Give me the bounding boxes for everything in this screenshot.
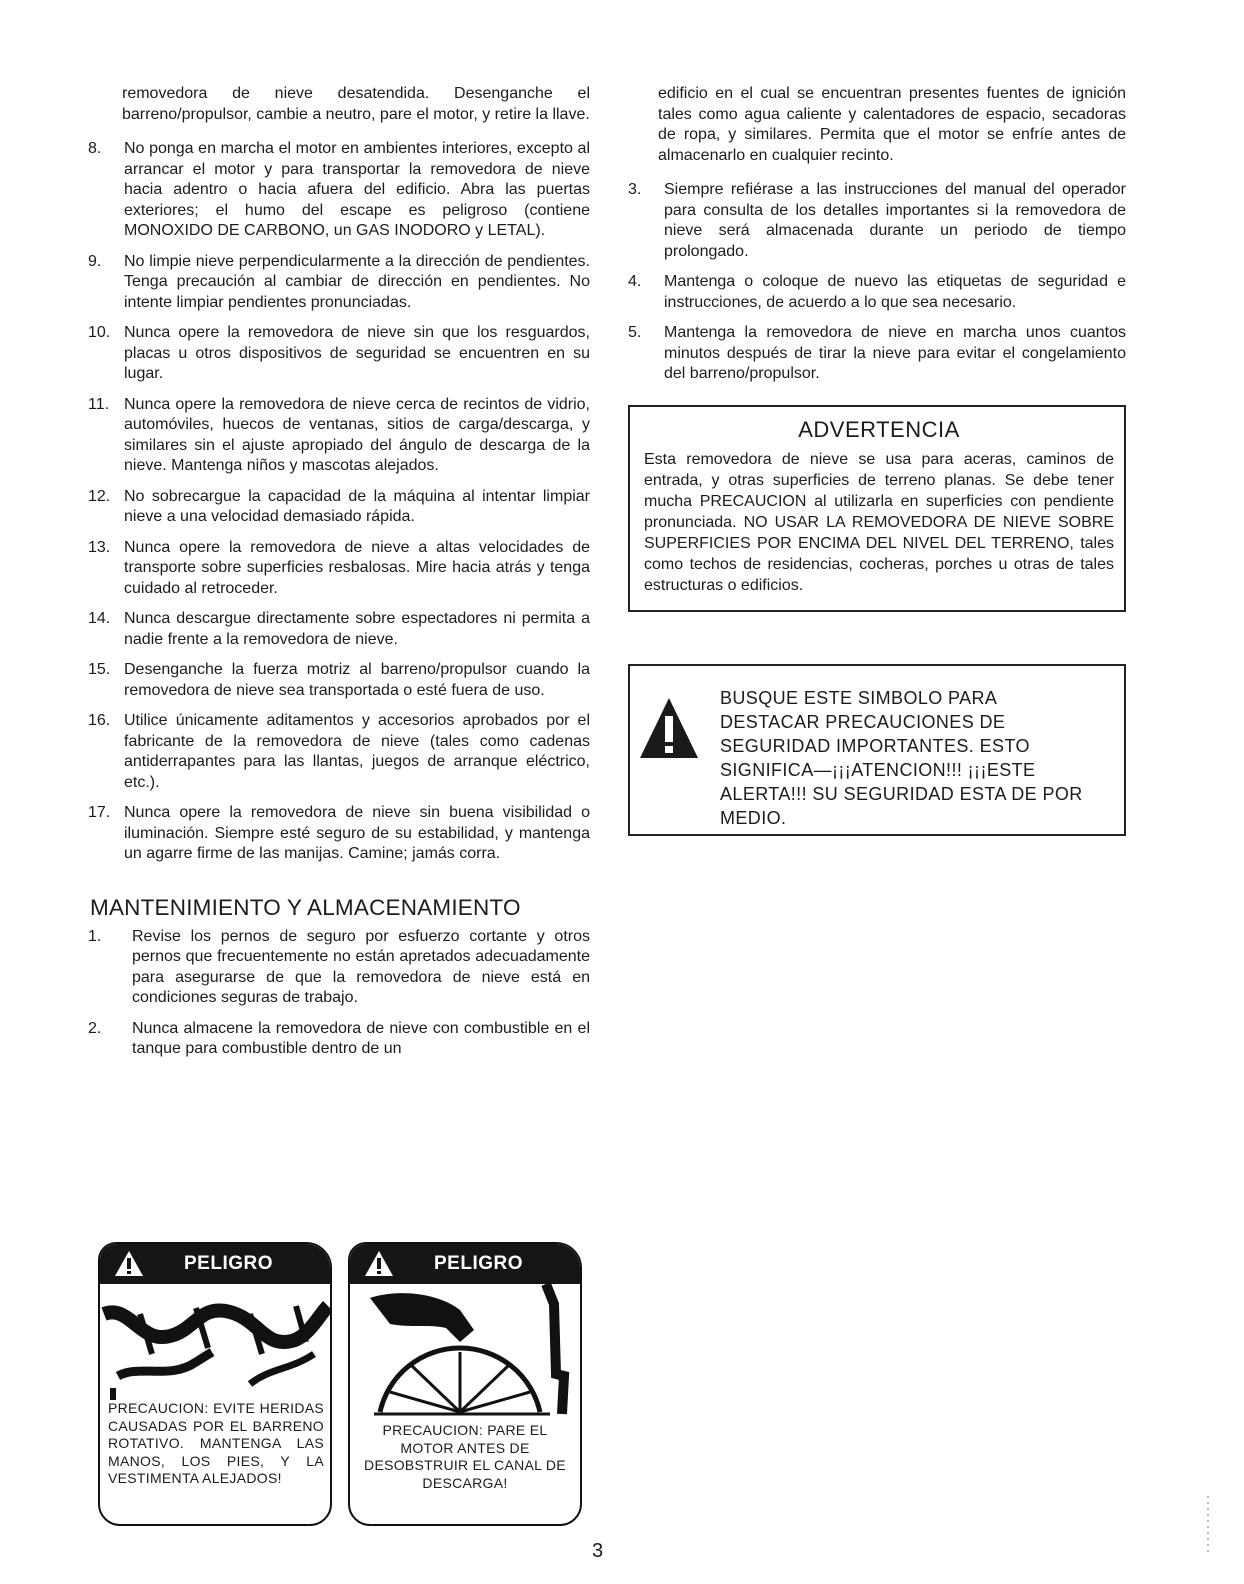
page-number: 3 <box>592 1540 604 1562</box>
warning-triangle-icon <box>364 1250 394 1282</box>
decal-caption: PRECAUCION: PARE EL MOTOR ANTES DE DESOBSTRUIR EL CANAL DE DESCARGA! <box>364 1422 566 1491</box>
list-item <box>628 272 1126 313</box>
list-item <box>88 487 590 528</box>
item-number: 15. <box>88 661 111 678</box>
list-item <box>88 538 590 600</box>
warning-box <box>628 405 1126 612</box>
item-text: Desenganche la fuerza motriz al barreno/propulsor cuando la removedora de nieve sea transportada o esté fuera de uso. <box>124 661 590 699</box>
item-text: Nunca opere la removedora de nieve cerca de recintos de vidrio, automóviles, huecos de ventanas, sitios de carga/descarga, y similares sin el ajuste apropiado del ángulo de descarga de la nieve. Mantenga niños y mascotas alejados. <box>124 395 590 474</box>
list-item <box>88 660 590 701</box>
danger-decal-auger <box>98 1242 332 1526</box>
item-text: Nunca opere la removedora de nieve sin buena visibilidad o iluminación. Siempre esté seguro de su estabilidad, y mantenga un agarre firme de las manijas. Camine; jamás corra. <box>124 804 590 862</box>
item-text: Siempre refiérase a las instrucciones del manual del operador para consulta de los detalles importantes si la removedora de nieve será almacenada durante un periodo de tiempo prolongado. <box>664 181 1126 260</box>
right-column <box>628 84 1126 836</box>
item-text: No ponga en marcha el motor en ambientes interiores, excepto al arrancar el motor y para transportar la removedora de nieve hacia adentro o hacia afuera del edificio. Abra las puertas exteriores; el humo del escape es peligroso (contiene MONOXIDO DE CARBONO, un GAS INODORO y LETAL). <box>124 140 590 239</box>
item-number: 4. <box>628 273 642 290</box>
item-number: 3. <box>628 181 642 198</box>
item-text: Mantenga la removedora de nieve en marcha unos cuantos minutos después de tirar la nieve para evitar el congelamiento del barreno/propulsor. <box>664 324 1126 382</box>
danger-decal-chute <box>348 1242 582 1526</box>
item-text: No limpie nieve perpendicularmente a la dirección de pendientes. Tenga precaución al cambiar de dirección en pendientes. No intente limpiar pendientes pronunciadas. <box>124 252 590 311</box>
item-number: 1. <box>88 927 102 945</box>
list-item <box>628 180 1126 262</box>
item-number: 10. <box>88 324 111 341</box>
list-item <box>88 927 590 1009</box>
warning-body: Esta removedora de nieve se usa para aceras, caminos de entrada, y otras superficies de terreno planas. Se debe tener mucha PRECAUCION al utilizarla en superficies con pendiente pronunciada. NO USAR LA REMOVEDORA DE NIEVE SOBRE SUPERFICIES POR ENCIMA DEL NIVEL DEL TERRENO, tales como techos de residencias, cocheras, porches u otras de tales estructuras o edificios. <box>644 450 1114 594</box>
chute-illustration <box>350 1284 580 1420</box>
item-number: 2. <box>88 1019 102 1037</box>
list-item <box>88 395 590 477</box>
list-item <box>88 323 590 385</box>
list-item <box>88 252 590 314</box>
item-number: 12. <box>88 487 111 505</box>
item-number: 16. <box>88 712 111 729</box>
decal-title: PELIGRO <box>434 1253 524 1274</box>
warning-triangle-icon <box>114 1250 144 1282</box>
decal-caption: PRECAUCION: EVITE HERIDAS CAUSADAS POR EL BARRENO ROTATIVO. MANTENGA LAS MANOS, LOS PIES, Y LA VESTIMENTA ALEJADOS! <box>108 1400 324 1486</box>
continued-paragraph: removedora de nieve desatendida. Desenganche el barreno/propulsor, cambie a neutro, pare el motor, y retire la llave. <box>122 85 590 123</box>
warning-title: ADVERTENCIA <box>798 416 960 442</box>
decal-header <box>100 1244 330 1284</box>
list-item <box>88 711 590 793</box>
maintenance-list <box>88 927 590 1060</box>
item-text: Mantenga o coloque de nuevo las etiquetas de seguridad e instrucciones, de acuerdo a lo que sea necesario. <box>664 273 1126 311</box>
item-text: Nunca opere la removedora de nieve a altas velocidades de transporte sobre superficies resbalosas. Mire hacia atrás y tenga cuidado al retroceder. <box>124 538 590 597</box>
list-item <box>88 1019 590 1060</box>
warning-triangle-icon <box>638 696 700 765</box>
item-number: 11. <box>88 395 110 413</box>
maintenance-list-continued <box>628 180 1126 385</box>
list-item <box>628 323 1126 385</box>
scan-edge-mark <box>1206 1496 1210 1556</box>
item-text: Nunca opere la removedora de nieve sin que los resguardos, placas u otros dispositivos de seguridad se encuentren en su lugar. <box>124 324 590 382</box>
item-text: Revise los pernos de seguro por esfuerzo cortante y otros pernos que frecuentemente no están apretados adecuadamente para asegurarse de que la removedora de nieve está en condiciones seguras de trabajo. <box>132 927 590 1006</box>
item-number: 8. <box>88 140 102 157</box>
item-number: 13. <box>88 538 111 556</box>
section-heading: MANTENIMIENTO Y ALMACENAMIENTO <box>90 894 521 920</box>
list-item <box>88 803 590 865</box>
item-number: 9. <box>88 252 102 270</box>
decal-header <box>350 1244 580 1284</box>
decal-title: PELIGRO <box>184 1253 274 1274</box>
safety-list <box>88 139 590 865</box>
symbol-notice-text: BUSQUE ESTE SIMBOLO PARA DESTACAR PRECAUCIONES DE SEGURIDAD IMPORTANTES. ESTO SIGNIFICA—¡¡¡ATENCION!!! ¡¡¡ESTE ALERTA!!! SU SEGURIDAD ESTA DE POR MEDIO. <box>720 687 1083 828</box>
auger-illustration <box>100 1284 330 1400</box>
item-text: Nunca descargue directamente sobre espectadores ni permita a nadie frente a la removedora de nieve. <box>124 610 590 648</box>
list-item <box>88 609 590 650</box>
item-text: Nunca almacene la removedora de nieve con combustible en el tanque para combustible dentro de un <box>132 1019 590 1057</box>
safety-symbol-notice <box>628 664 1126 836</box>
left-column <box>88 84 590 1070</box>
item-number: 5. <box>628 324 642 341</box>
item-text: Utilice únicamente aditamentos y accesorios aprobados por el fabricante de la removedora de nieve (tales como cadenas antiderrapantes para las llantas, juegos de arranque eléctrico, etc.). <box>124 712 590 791</box>
item-text: No sobrecargue la capacidad de la máquina al intentar limpiar nieve a una velocidad demasiado rápida. <box>124 487 590 525</box>
item-number: 17. <box>88 804 111 821</box>
list-item <box>88 139 590 242</box>
item-number: 14. <box>88 610 111 627</box>
continued-paragraph: edificio en el cual se encuentran presentes fuentes de ignición tales como agua caliente y calentadores de espacio, secadoras de ropa, y similares. Permita que el motor se enfríe antes de almacenarlo en cualquier recinto. <box>658 85 1126 164</box>
